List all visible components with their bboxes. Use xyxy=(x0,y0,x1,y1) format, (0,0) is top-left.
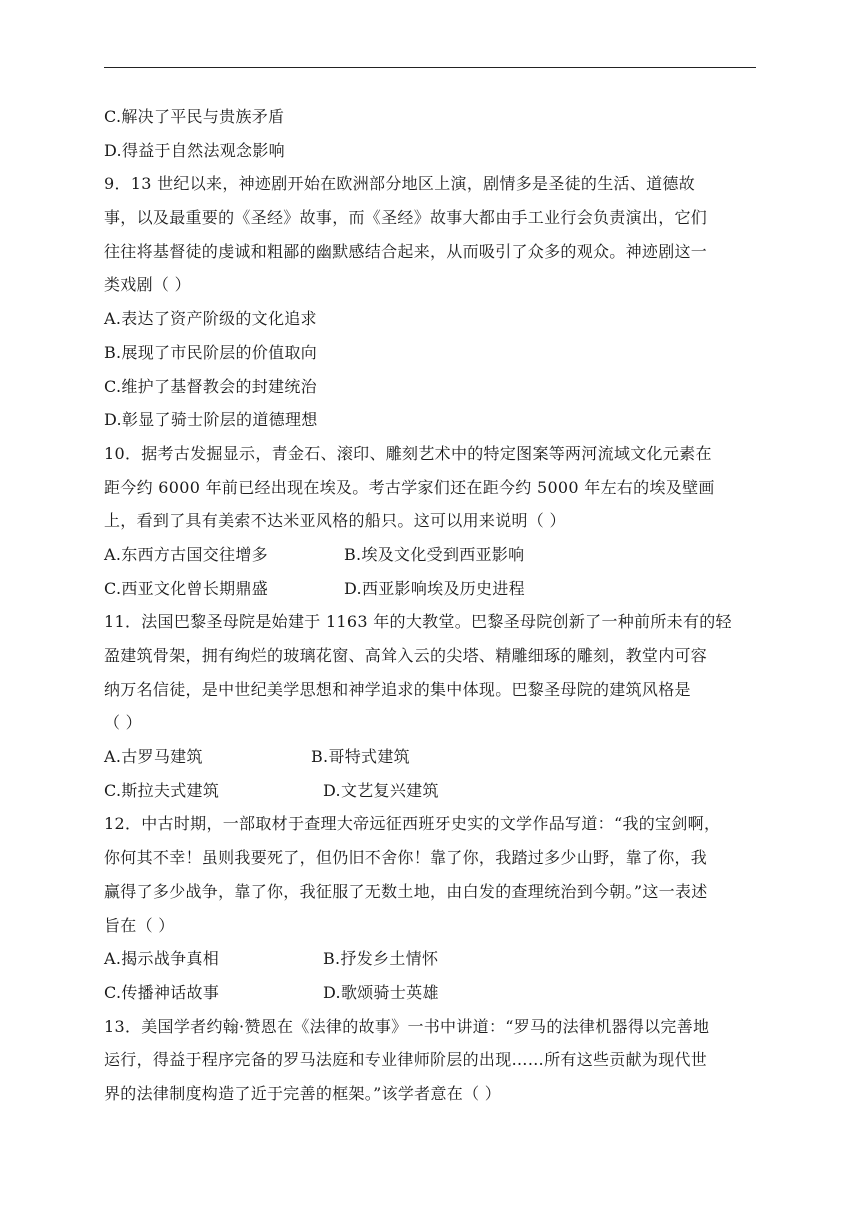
q12-stem-line-4: 旨在（ ） xyxy=(104,915,175,935)
q12-option-b: B.抒发乡土情怀 xyxy=(323,949,439,969)
q12-options-row-2 xyxy=(104,976,756,1010)
q11-option-a: A.古罗马建筑 xyxy=(104,747,203,767)
q9-option-c: C.维护了基督教会的封建统治 xyxy=(104,376,317,396)
q12-options-row-1 xyxy=(104,942,756,976)
exam-page xyxy=(104,100,756,1111)
q12-option-a: A.揭示战争真相 xyxy=(104,949,220,969)
q12-option-c: C.传播神话故事 xyxy=(104,982,220,1002)
q11-stem-line-2: 盈建筑骨架，拥有绚烂的玻璃花窗、高耸入云的尖塔、精雕细琢的雕刻，教堂内可容 xyxy=(104,646,708,665)
question-9 xyxy=(104,167,756,437)
q11-option-c: C.斯拉夫式建筑 xyxy=(104,780,220,800)
q8-option-c: C.解决了平民与贵族矛盾 xyxy=(104,107,285,126)
q8-option-d: D.得益于自然法观念影响 xyxy=(104,140,285,160)
q11-options-row-2 xyxy=(104,774,756,808)
q11-options-row-1 xyxy=(104,740,756,774)
q13-stem-line-3: 界的法律制度构造了近于完善的框架。”该学者意在（ ） xyxy=(104,1083,502,1103)
q9-stem-line-3: 往往将基督徒的虔诚和粗鄙的幽默感结合起来，从而吸引了众多的观众。神迹剧这一 xyxy=(104,241,708,261)
q11-stem-line-1: 11．法国巴黎圣母院是始建于 1163 年的大教堂。巴黎圣母院创新了一种前所未有的轻 xyxy=(104,612,732,632)
q9-stem-line-2: 事，以及最重要的《圣经》故事，而《圣经》故事大都由手工业行会负责演出，它们 xyxy=(104,208,708,228)
question-13 xyxy=(104,1010,756,1111)
q10-option-b: B.埃及文化受到西亚影响 xyxy=(344,544,525,564)
q11-stem-line-3: 纳万名信徒，是中世纪美学思想和神学追求的集中体现。巴黎圣母院的建筑风格是 xyxy=(104,679,691,699)
q9-stem-line-4: 类戏剧（ ） xyxy=(104,275,191,295)
question-10 xyxy=(104,437,756,605)
q10-stem-line-3: 上，看到了具有美索不达米亚风格的船只。这可以用来说明（ ） xyxy=(104,511,566,531)
q12-stem-line-2: 你何其不幸！虽则我要死了，但仍旧不舍你！靠了你，我踏过多少山野，靠了你，我 xyxy=(104,848,708,868)
q9-option-d: D.彰显了骑士阶层的道德理想 xyxy=(104,410,318,430)
q13-stem-line-2: 运行，得益于程序完备的罗马法庭和专业律师阶层的出现……所有这些贡献为现代世 xyxy=(104,1050,708,1070)
q12-stem-line-3: 赢得了多少战争，靠了你，我征服了无数土地，由白发的查理统治到今朝。”这一表述 xyxy=(104,881,708,901)
q11-option-d: D.文艺复兴建筑 xyxy=(323,780,439,800)
q9-option-a: A.表达了资产阶级的文化追求 xyxy=(104,309,317,329)
header-rule xyxy=(104,67,756,68)
q10-options-row-2 xyxy=(104,572,756,606)
q10-stem-line-1: 10．据考古发掘显示，青金石、滚印、雕刻艺术中的特定图案等两河流域文化元素在 xyxy=(104,443,712,463)
q9-stem-line-1: 9．13 世纪以来，神迹剧开始在欧洲部分地区上演，剧情多是圣徒的生活、道德故 xyxy=(104,174,696,194)
question-12 xyxy=(104,807,756,1009)
q13-stem-line-1: 13．美国学者约翰·赞恩在《法律的故事》一书中讲道：“罗马的法律机器得以完善地 xyxy=(104,1016,710,1036)
q10-option-a: A.东西方古国交往增多 xyxy=(104,544,268,564)
q10-option-d: D.西亚影响埃及历史进程 xyxy=(344,578,525,598)
question-11 xyxy=(104,605,756,807)
q10-options-row-1 xyxy=(104,538,756,572)
q12-stem-line-1: 12．中古时期，一部取材于查理大帝远征西班牙史实的文学作品写道：“我的宝剑啊， xyxy=(104,814,721,834)
q10-option-c: C.西亚文化曾长期鼎盛 xyxy=(104,578,269,598)
q9-option-b: B.展现了市民阶层的价值取向 xyxy=(104,342,318,362)
q11-option-b: B.哥特式建筑 xyxy=(311,747,410,767)
q11-stem-line-4: （ ） xyxy=(104,713,142,733)
q12-option-d: D.歌颂骑士英雄 xyxy=(323,982,439,1002)
q10-stem-line-2: 距今约 6000 年前已经出现在埃及。考古学家们还在距今约 5000 年左右的埃及壁画 xyxy=(104,477,715,497)
